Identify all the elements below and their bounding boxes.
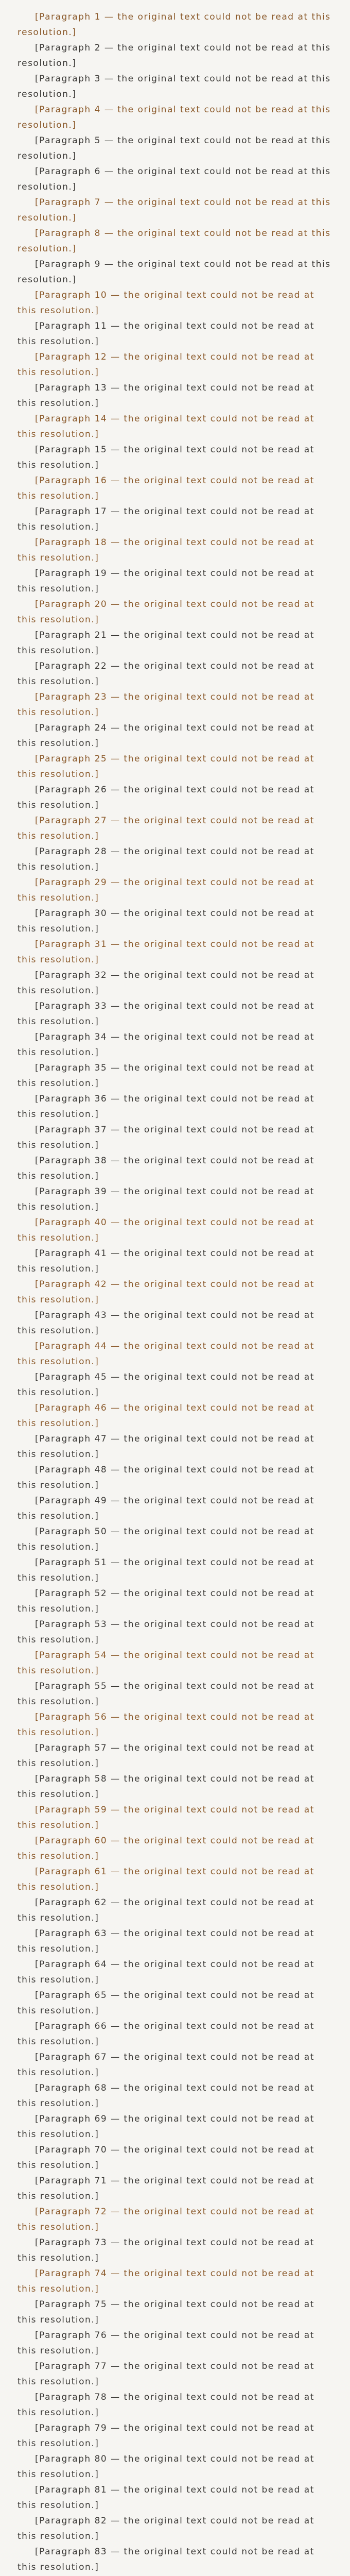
story-paragraph: [Paragraph 30 — the original text could not be read at this resolution.] xyxy=(18,908,314,934)
story-paragraph: [Paragraph 58 — the original text could not be read at this resolution.] xyxy=(18,1774,314,1800)
story-paragraph: [Paragraph 14 — the original text could not be read at this resolution.] xyxy=(18,414,314,439)
story-paragraph: [Paragraph 17 — the original text could not be read at this resolution.] xyxy=(18,506,314,532)
story-paragraph: [Paragraph 60 — the original text could not be read at this resolution.] xyxy=(18,1836,314,1861)
story-paragraph: [Paragraph 28 — the original text could not be read at this resolution.] xyxy=(18,846,314,872)
story-paragraph: [Paragraph 49 — the original text could not be read at this resolution.] xyxy=(18,1496,314,1521)
story-paragraph: [Paragraph 2 — the original text could not be read at this resolution.] xyxy=(18,43,331,69)
story-paragraph: [Paragraph 16 — the original text could not be read at this resolution.] xyxy=(18,476,314,501)
story-paragraph: [Paragraph 83 — the original text could not be read at this resolution.] xyxy=(18,2547,314,2572)
story-paragraph: [Paragraph 34 — the original text could not be read at this resolution.] xyxy=(18,1032,314,1058)
story-paragraph: [Paragraph 22 — the original text could not be read at this resolution.] xyxy=(18,661,314,687)
story-paragraph: [Paragraph 18 — the original text could not be read at this resolution.] xyxy=(18,537,314,563)
story-paragraph: [Paragraph 40 — the original text could not be read at this resolution.] xyxy=(18,1217,314,1243)
story-paragraph: [Paragraph 73 — the original text could not be read at this resolution.] xyxy=(18,2238,314,2263)
story-paragraph: [Paragraph 57 — the original text could not be read at this resolution.] xyxy=(18,1743,314,1769)
story-paragraph: [Paragraph 65 — the original text could not be read at this resolution.] xyxy=(18,1990,314,2016)
story-paragraph: [Paragraph 32 — the original text could not be read at this resolution.] xyxy=(18,970,314,996)
story-paragraph: [Paragraph 63 — the original text could not be read at this resolution.] xyxy=(18,1928,314,1954)
story-paragraph: [Paragraph 19 — the original text could not be read at this resolution.] xyxy=(18,568,314,594)
story-paragraph: [Paragraph 82 — the original text could not be read at this resolution.] xyxy=(18,2516,314,2541)
story-paragraph: [Paragraph 15 — the original text could not be read at this resolution.] xyxy=(18,445,314,470)
story-paragraph: [Paragraph 47 — the original text could not be read at this resolution.] xyxy=(18,1434,314,1460)
story-paragraph: [Paragraph 59 — the original text could not be read at this resolution.] xyxy=(18,1805,314,1831)
story-paragraph: [Paragraph 20 — the original text could not be read at this resolution.] xyxy=(18,599,314,625)
story-paragraph: [Paragraph 42 — the original text could not be read at this resolution.] xyxy=(18,1279,314,1305)
story-paragraph: [Paragraph 69 — the original text could not be read at this resolution.] xyxy=(18,2114,314,2140)
story-paragraph xyxy=(18,2575,332,2576)
story-paragraph: [Paragraph 8 — the original text could not be read at this resolution.] xyxy=(18,228,331,254)
story-paragraph: [Paragraph 54 — the original text could not be read at this resolution.] xyxy=(18,1650,314,1676)
story-paragraph: [Paragraph 11 — the original text could not be read at this resolution.] xyxy=(18,321,314,347)
story-paragraph: [Paragraph 67 — the original text could not be read at this resolution.] xyxy=(18,2052,314,2078)
story-paragraph: [Paragraph 24 — the original text could not be read at this resolution.] xyxy=(18,723,314,749)
story-paragraph: [Paragraph 51 — the original text could not be read at this resolution.] xyxy=(18,1557,314,1583)
story-paragraph: [Paragraph 41 — the original text could not be read at this resolution.] xyxy=(18,1248,314,1274)
story-paragraph: [Paragraph 38 — the original text could not be read at this resolution.] xyxy=(18,1156,314,1181)
story-paragraph: [Paragraph 44 — the original text could not be read at this resolution.] xyxy=(18,1341,314,1367)
story-paragraph: [Paragraph 25 — the original text could not be read at this resolution.] xyxy=(18,754,314,779)
story-paragraph: [Paragraph 52 — the original text could not be read at this resolution.] xyxy=(18,1588,314,1614)
story-paragraph: [Paragraph 77 — the original text could not be read at this resolution.] xyxy=(18,2361,314,2387)
story-paragraph: [Paragraph 6 — the original text could not be read at this resolution.] xyxy=(18,166,331,192)
story-paragraph: [Paragraph 36 — the original text could not be read at this resolution.] xyxy=(18,1094,314,1120)
story-paragraph: [Paragraph 4 — the original text could not be read at this resolution.] xyxy=(18,105,331,130)
story-paragraph: [Paragraph 79 — the original text could not be read at this resolution.] xyxy=(18,2423,314,2449)
story-paragraph: [Paragraph 26 — the original text could not be read at this resolution.] xyxy=(18,785,314,810)
story-paragraph: [Paragraph 53 — the original text could not be read at this resolution.] xyxy=(18,1619,314,1645)
story-paragraph: [Paragraph 76 — the original text could not be read at this resolution.] xyxy=(18,2330,314,2356)
story-paragraph: [Paragraph 62 — the original text could not be read at this resolution.] xyxy=(18,1897,314,1923)
story-paragraph: [Paragraph 70 — the original text could not be read at this resolution.] xyxy=(18,2145,314,2171)
story-paragraph: [Paragraph 39 — the original text could not be read at this resolution.] xyxy=(18,1187,314,1212)
story-paragraph: [Paragraph 5 — the original text could not be read at this resolution.] xyxy=(18,135,331,161)
story-paragraph: [Paragraph 13 — the original text could not be read at this resolution.] xyxy=(18,383,314,409)
story-paragraph: [Paragraph 9 — the original text could not be read at this resolution.] xyxy=(18,259,331,285)
story-paragraph: [Paragraph 68 — the original text could not be read at this resolution.] xyxy=(18,2083,314,2109)
story-paragraph: [Paragraph 64 — the original text could not be read at this resolution.] xyxy=(18,1959,314,1985)
story-paragraph: [Paragraph 27 — the original text could not be read at this resolution.] xyxy=(18,816,314,841)
story-paragraph: [Paragraph 35 — the original text could not be read at this resolution.] xyxy=(18,1063,314,1089)
story-paragraph: [Paragraph 80 — the original text could not be read at this resolution.] xyxy=(18,2454,314,2480)
story-paragraph: [Paragraph 43 — the original text could not be read at this resolution.] xyxy=(18,1310,314,1336)
story-paragraph: [Paragraph 56 — the original text could not be read at this resolution.] xyxy=(18,1712,314,1738)
story-paragraph: [Paragraph 75 — the original text could not be read at this resolution.] xyxy=(18,2299,314,2325)
story-paragraph: [Paragraph 29 — the original text could not be read at this resolution.] xyxy=(18,877,314,903)
story-paragraph: [Paragraph 33 — the original text could not be read at this resolution.] xyxy=(18,1001,314,1027)
story-paragraph: [Paragraph 81 — the original text could not be read at this resolution.] xyxy=(18,2485,314,2511)
story-paragraph: [Paragraph 21 — the original text could not be read at this resolution.] xyxy=(18,630,314,656)
story-paragraph: [Paragraph 50 — the original text could not be read at this resolution.] xyxy=(18,1527,314,1552)
story-paragraph: [Paragraph 74 — the original text could not be read at this resolution.] xyxy=(18,2268,314,2294)
story-paragraph: [Paragraph 3 — the original text could not be read at this resolution.] xyxy=(18,74,331,99)
story-paragraph: [Paragraph 37 — the original text could not be read at this resolution.] xyxy=(18,1125,314,1150)
story-paragraph: [Paragraph 78 — the original text could not be read at this resolution.] xyxy=(18,2392,314,2418)
story-paragraph: [Paragraph 23 — the original text could not be read at this resolution.] xyxy=(18,692,314,718)
story-paragraph: [Paragraph 7 — the original text could not be read at this resolution.] xyxy=(18,197,331,223)
story-paragraph: [Paragraph 71 — the original text could not be read at this resolution.] xyxy=(18,2176,314,2201)
story-paragraph: [Paragraph 55 — the original text could not be read at this resolution.] xyxy=(18,1681,314,1707)
story-paragraph: [Paragraph 10 — the original text could not be read at this resolution.] xyxy=(18,290,314,316)
story-paragraph: [Paragraph 45 — the original text could not be read at this resolution.] xyxy=(18,1372,314,1398)
story-paragraph: [Paragraph 61 — the original text could not be read at this resolution.] xyxy=(18,1867,314,1892)
story-paragraph: [Paragraph 46 — the original text could not be read at this resolution.] xyxy=(18,1403,314,1429)
story-paragraph: [Paragraph 31 — the original text could not be read at this resolution.] xyxy=(18,939,314,965)
story-paragraph: [Paragraph 12 — the original text could not be read at this resolution.] xyxy=(18,352,314,378)
story-paragraph: [Paragraph 48 — the original text could not be read at this resolution.] xyxy=(18,1465,314,1490)
story-paragraph: [Paragraph 72 — the original text could not be read at this resolution.] xyxy=(18,2207,314,2232)
story-paragraph: [Paragraph 66 — the original text could not be read at this resolution.] xyxy=(18,2021,314,2047)
story-paragraph: [Paragraph 1 — the original text could not be read at this resolution.] xyxy=(18,12,331,38)
